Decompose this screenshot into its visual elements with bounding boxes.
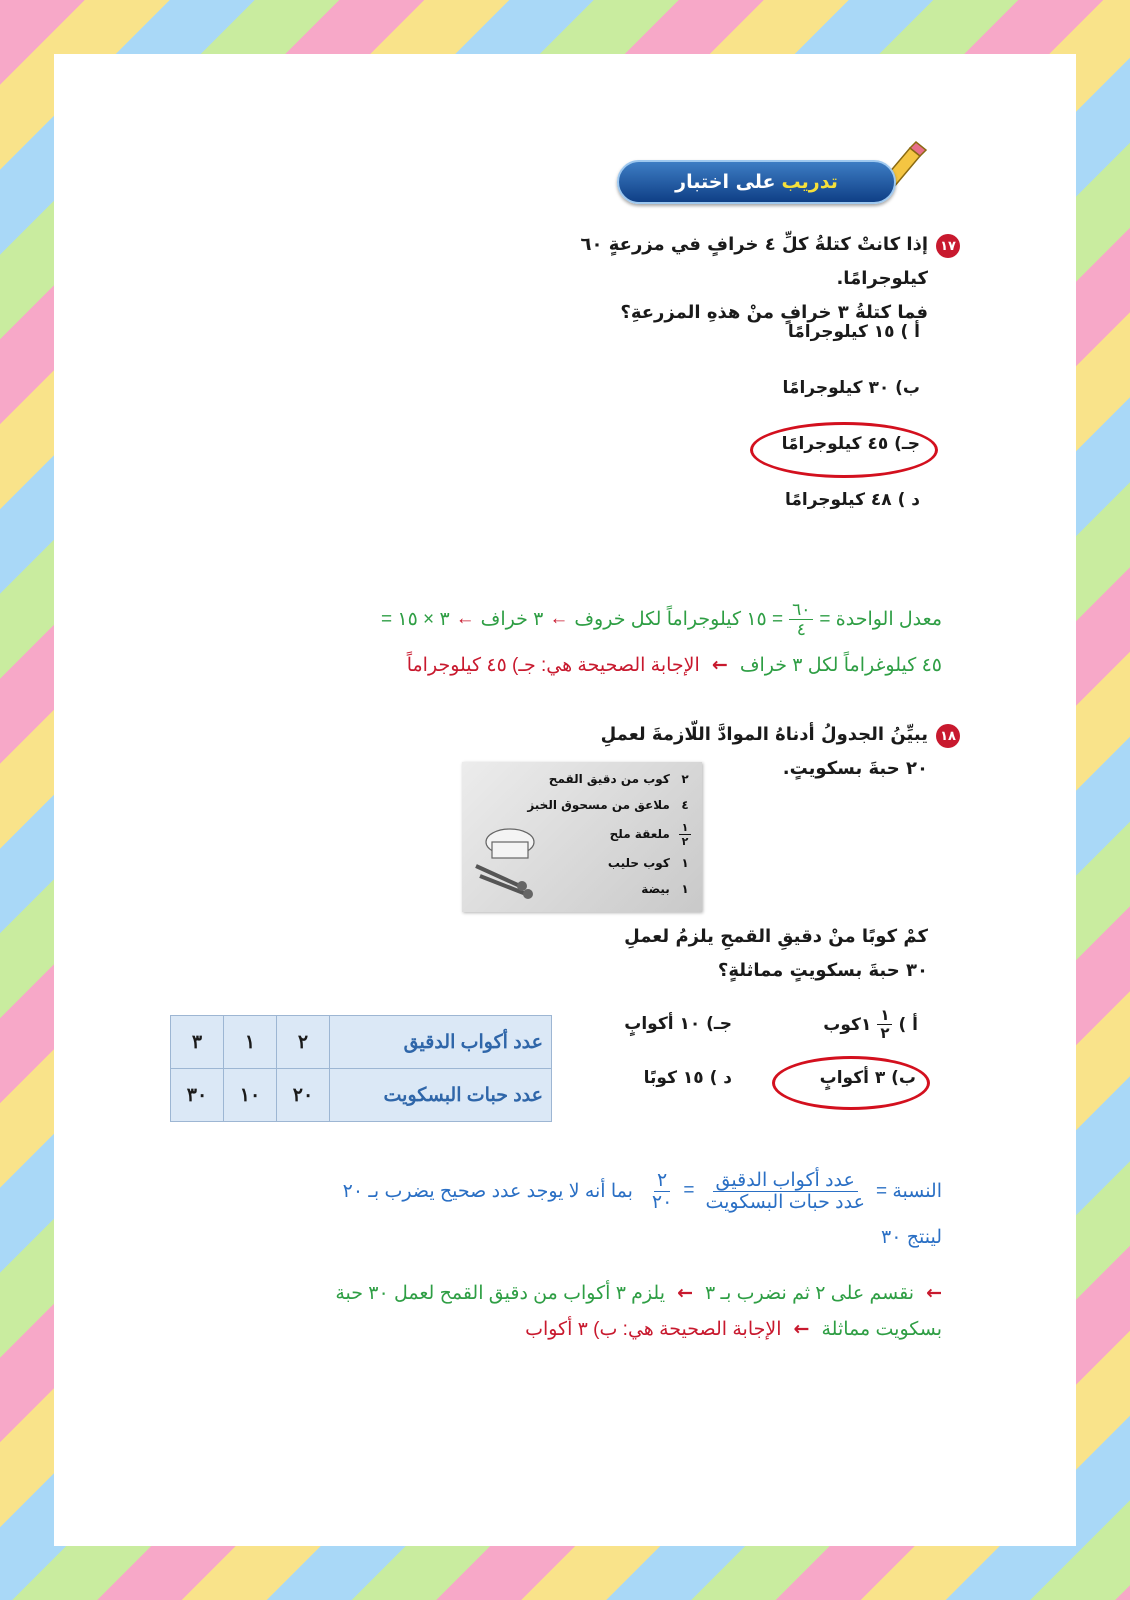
ratio-table <box>170 1015 552 1122</box>
q18-option-d-text: ١٥ كوبًا <box>643 1068 704 1088</box>
recipe-card <box>462 762 702 912</box>
question-17-line1: إذا كانتْ كتلةُ كلِّ ٤ خرافٍ في مزرعةٍ ٦٠ كيلوجرامًا. <box>580 234 928 289</box>
arrow-icon: ← <box>455 608 475 629</box>
recipe-qty: ١ <box>681 856 689 870</box>
table-cell: ٣ <box>171 1016 224 1069</box>
q18-option-a-numerator: ١ <box>877 1008 892 1025</box>
q17-option-a-letter: أ ) <box>900 322 920 342</box>
chef-hat-and-spoons-icon <box>470 822 540 902</box>
q17-option-d[interactable] <box>785 490 920 510</box>
ratio-numerator-words: عدد أكواب الدقيق <box>713 1171 858 1192</box>
recipe-item: ملعقة ملح <box>609 827 670 841</box>
table-header-biscuits: عدد حبات البسكويت <box>330 1069 552 1122</box>
ratio-fraction-words <box>702 1171 868 1212</box>
q17-option-b-text: ٣٠ كيلوجرامًا <box>782 378 890 398</box>
table-header-cups: عدد أكواب الدقيق <box>330 1016 552 1069</box>
sheep-count: ٣ خراف <box>480 608 544 630</box>
q17-correct-answer: الإجابة الصحيحة هي: جـ) ٤٥ كيلوجراماً <box>406 655 700 676</box>
q18-option-c-letter: جـ) <box>706 1014 732 1034</box>
recipe-row <box>549 772 696 786</box>
q17-option-b-letter: ب) <box>895 378 920 398</box>
section-banner <box>617 160 896 204</box>
q17-option-d-text: ٤٨ كيلوجرامًا <box>784 490 892 510</box>
q17-option-d-letter: د ) <box>897 490 920 510</box>
equals-sign: = <box>683 1180 695 1201</box>
rate-fraction-denominator: ٤ <box>796 619 806 639</box>
recipe-qty-numerator: ١ <box>679 822 692 835</box>
q17-option-b[interactable] <box>783 378 920 398</box>
q18-option-a[interactable] <box>823 1008 918 1041</box>
q18-option-a-denominator: ٢ <box>880 1024 890 1042</box>
multiplication: ٣ × ١٥ = <box>380 608 450 630</box>
q18-option-a-fraction <box>877 1008 892 1041</box>
arrow-icon: ← <box>677 1282 693 1304</box>
table-row <box>171 1016 552 1069</box>
question-17-line2: فما كتلةُ ٣ خرافٍ منْ هذهِ المزرعةِ؟ <box>620 302 928 323</box>
banner-word2: على اختبار <box>675 171 776 193</box>
recipe-qty-fraction <box>674 822 696 847</box>
worksheet-page <box>54 54 1076 1546</box>
ratio-numerator: ٢ <box>654 1171 670 1192</box>
recipe-item: بيضة <box>641 882 670 896</box>
question-17-text <box>508 228 928 330</box>
rate-label: معدل الواحدة = <box>819 608 942 630</box>
q17-option-c[interactable] <box>782 434 920 454</box>
q17-option-a-text: ١٥ كيلوجرامًا <box>787 322 895 342</box>
ratio-note: بما أنه لا يوجد عدد صحيح يضرب بـ ٢٠ <box>342 1180 633 1202</box>
recipe-item: كوب حليب <box>607 856 670 870</box>
step-divide-multiply: نقسم على ٢ ثم نضرب بـ ٣ <box>705 1283 915 1304</box>
rate-fraction <box>789 601 813 638</box>
banner-word1: تدريب <box>781 171 838 193</box>
table-cell: ١ <box>224 1016 277 1069</box>
q18-option-d[interactable] <box>644 1068 732 1088</box>
q17-solution-line2 <box>182 654 942 677</box>
ratio-fraction-numbers <box>649 1171 675 1212</box>
recipe-qty: ١ <box>681 882 689 896</box>
q18-correct-answer: الإجابة الصحيحة هي: ب) ٣ أكواب <box>525 1319 782 1340</box>
table-cell: ٢٠ <box>277 1069 330 1122</box>
arrow-icon: ← <box>711 654 728 676</box>
q18-option-a-letter: أ ) <box>898 1014 918 1035</box>
recipe-row <box>527 798 696 812</box>
q18-solution-line1 <box>182 1282 942 1305</box>
q18-option-c-text: ١٠ أكوابٍ <box>624 1014 701 1034</box>
question-18-line1: يبيِّنُ الجدولُ أدناهُ الموادَّ اللّازمةَ لعملِ <box>600 724 928 745</box>
total-mass: ٤٥ كيلوغراماً لكل ٣ خراف <box>739 655 942 676</box>
q18-solution-line2 <box>182 1318 942 1341</box>
table-cell: ٢ <box>277 1016 330 1069</box>
q17-solution-line1 <box>182 589 942 649</box>
step-similar-biscuits: بسكويت مماثلة <box>821 1319 942 1340</box>
ratio-label: النسبة = <box>875 1180 942 1202</box>
q18-option-a-text: ١كوب <box>823 1014 872 1035</box>
q18-option-b[interactable] <box>820 1068 916 1088</box>
ratio-note-continued: لينتج ٣٠ <box>881 1227 942 1248</box>
ratio-denominator-words: عدد حبات البسكويت <box>705 1191 865 1213</box>
recipe-row <box>610 822 696 847</box>
recipe-qty: ٤ <box>681 798 689 812</box>
q18-option-b-letter: ب) <box>891 1068 916 1088</box>
step-needed-cups: يلزم ٣ أكواب من دقيق القمح لعمل ٣٠ حبة <box>335 1283 666 1304</box>
table-cell: ٣٠ <box>171 1069 224 1122</box>
q18-option-b-text: ٣ أكوابٍ <box>819 1068 886 1088</box>
recipe-qty: ٢ <box>681 772 689 786</box>
q17-option-c-letter: جـ) <box>894 434 920 454</box>
recipe-qty-denominator: ٢ <box>681 835 689 848</box>
recipe-row <box>641 882 696 896</box>
question-17-number: ١٧ <box>936 234 960 258</box>
table-cell: ١٠ <box>224 1069 277 1122</box>
question-18-line3: كمْ كوبًا منْ دقيقِ القمحِ يلزمُ لعملِ <box>624 926 928 947</box>
recipe-row <box>608 856 696 870</box>
table-row <box>171 1069 552 1122</box>
recipe-item: كوب من دقيق القمح <box>548 772 670 786</box>
arrow-icon: ← <box>926 1282 942 1304</box>
recipe-item: ملاعق من مسحوق الخبز <box>527 798 670 812</box>
question-18-line2: ٢٠ حبةَ بسكويتٍ. <box>782 758 928 779</box>
question-18-ask <box>568 920 928 988</box>
q18-option-d-letter: د ) <box>709 1068 732 1088</box>
arrow-icon: ← <box>549 608 569 629</box>
arrow-icon: ← <box>793 1318 810 1340</box>
q17-option-a[interactable] <box>788 322 920 342</box>
q17-option-c-text: ٤٥ كيلوجرامًا <box>781 434 889 454</box>
rate-result: = ١٥ كيلوجراماً لكل خروف <box>574 608 784 630</box>
question-18-number: ١٨ <box>936 724 960 748</box>
ratio-denominator: ٢٠ <box>651 1191 673 1213</box>
q18-ratio-line <box>182 1160 942 1222</box>
q18-option-c[interactable] <box>624 1014 732 1034</box>
rate-fraction-numerator: ٦٠ <box>789 601 813 620</box>
question-18-line4: ٣٠ حبةَ بسكويتٍ مماثلةٍ؟ <box>717 960 928 981</box>
